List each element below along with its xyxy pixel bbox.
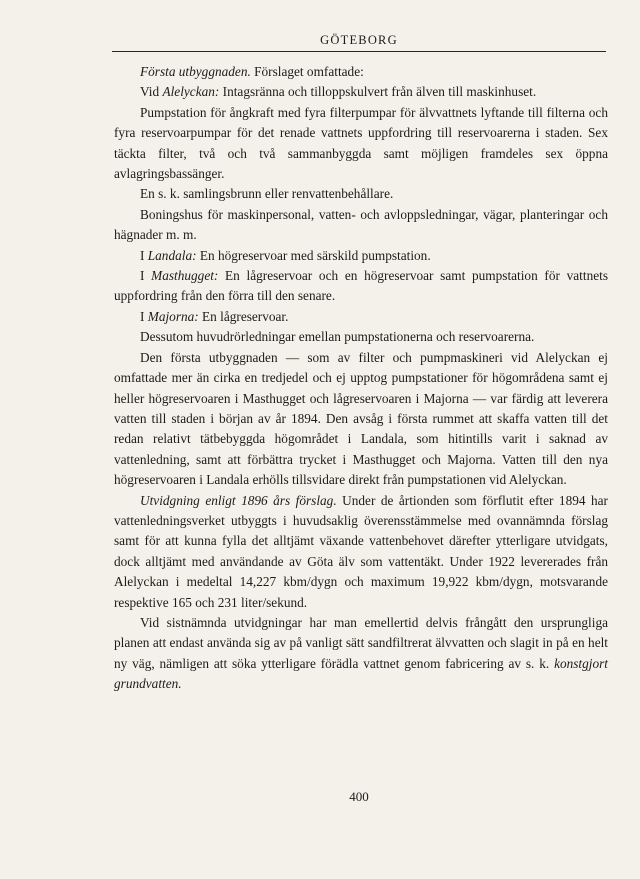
paragraph: Den första utbyggnaden — som av filter och pumpmaskineri vid Alelyckan ej omfattade mer än cirka en tredjedel och ej upptog pumpstationer för högområdena samt ej heller högreservoaren i Masthugget och lågreservoaren i Majorna — var färdig att leverera vatten till staden i början av år 1894. Den avsåg i första rummet att skaffa vatten till det redan relativt tätbebyggda högområdet i Landala, som hitintills varit i saknad av vattenledning, samt att förbättra trycket i Masthugget och Majorna. Vatten till den nya högreservoaren i Landala erhölls tillsvidare direkt från pumpstationen vid Alelyckan. bbox=[114, 349, 608, 488]
paragraph: Pumpstation för ångkraft med fyra filterpumpar för älvvattnets lyftande till filterna och fyra reservoarpumpar för det renade vattnets uppfordring till reservoarerna i staden. Sex täckta filter, två och två sammanbyggda samt möjligen framdeles sex öppna avlagringsbassänger. bbox=[114, 104, 608, 182]
paragraph: I Majorna: En lågreservoar. bbox=[140, 308, 289, 324]
paragraph: I Masthugget: En lågreservoar och en högreservoar samt pumpstation för vattnets uppfordring från den förra till den senare. bbox=[114, 268, 608, 304]
section-heading: Utvidgning enligt 1896 års förslag. bbox=[140, 492, 337, 508]
paragraph: Boningshus för maskinpersonal, vatten- och avloppsledningar, vägar, planteringar och hägnader m. m. bbox=[114, 206, 608, 243]
paragraph: I Landala: En högreservoar med särskild pumpstation. bbox=[140, 247, 431, 263]
paragraph: Första utbyggnaden. Förslaget omfattade: bbox=[140, 64, 364, 79]
paragraph: Dessutom huvudrörledningar emellan pumpstationerna och reservoarerna. bbox=[140, 329, 535, 345]
place-name: Alelyckan: bbox=[162, 84, 220, 100]
place-name: Masthugget: bbox=[151, 268, 219, 284]
emphasis: konstgjort grundvatten. bbox=[114, 655, 608, 692]
paragraph: Vid sistnämnda utvidgningar har man emellertid delvis frångått den ursprungliga planen att endast använda sig av på vanligt sätt sandfiltrerat älvvatten och slagit in på en helt ny väg, nämligen att söka ytterligare förädla vattnet genom fabricering av s. k. konstgjort grundvatten. bbox=[114, 614, 608, 692]
paragraph: Vid Alelyckan: Intagsränna och tilloppskulvert från älven till maskinhuset. bbox=[140, 84, 537, 100]
body-text bbox=[114, 62, 608, 695]
place-name: Majorna: bbox=[147, 308, 199, 324]
page-number: 400 bbox=[349, 789, 369, 804]
header-rule bbox=[112, 51, 606, 52]
place-name: Landala: bbox=[147, 247, 197, 263]
paragraph: En s. k. samlingsbrunn eller renvattenbehållare. bbox=[140, 186, 394, 202]
section-heading: Första utbyggnaden. bbox=[140, 64, 251, 79]
paragraph: Utvidgning enligt 1896 års förslag. Under de årtionden som förflutit efter 1894 har vattenledningsverket utbyggts i huvudsaklig överensstämmelse med ovannämnda förslag samt för att kunna fylla det alltjämt växande vattenbehovet därefter ytterligare utvidgats, dock alltjämt med användande av Göta älv som vattentäkt. Under 1922 levererades från Alelyckan i medeltal 14,227 kbm/dygn och maximum 19,922 kbm/dygn, motsvarande respektive 165 och 231 liter/sekund. bbox=[114, 492, 608, 610]
running-header: GÖTEBORG bbox=[320, 33, 398, 47]
